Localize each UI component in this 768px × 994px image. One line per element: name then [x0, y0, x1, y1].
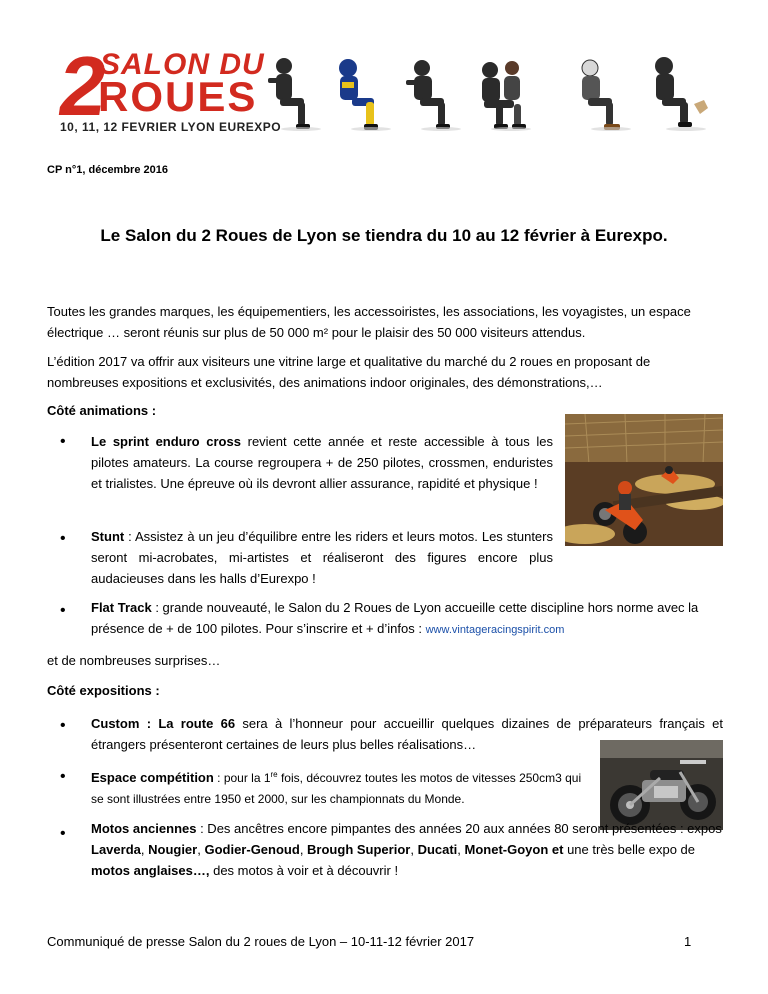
bullet-icon: •	[60, 825, 66, 842]
brand-nougier: Nougier	[148, 842, 198, 857]
bullet-icon: •	[60, 717, 66, 734]
press-release-number: CP n°1, décembre 2016	[47, 164, 168, 176]
surprises-text: et de nombreuses surprises…	[47, 653, 221, 668]
vintage-motorcycles-photo	[600, 740, 723, 830]
vintage-racing-link[interactable]: www.vintageracingspirit.com	[425, 624, 565, 636]
competition-title: Espace compétition	[91, 770, 214, 785]
expositions-heading: Côté expositions :	[47, 683, 160, 698]
brand-ducati: Ducati	[417, 842, 458, 857]
stunt-title: Stunt	[91, 529, 125, 544]
competition-item	[91, 764, 591, 810]
competition-superscript: re	[270, 770, 278, 779]
intro-paragraph-1: Toutes les grandes marques, les équipementiers, les accessoiristes, les associations, les voyagistes, un espace électrique … seront réunis sur plus de 50 000 m² pour le plaisir des 50 000 visiteurs attendus.	[47, 304, 691, 340]
riders-illustration	[256, 54, 746, 132]
footer-text: Communiqué de presse Salon du 2 roues de Lyon – 10-11-12 février 2017	[47, 934, 475, 949]
separator: ,	[410, 842, 418, 857]
vintage-bikes-text-1: : Des ancêtres encore pimpantes des années 20 aux années 80 seront présentées : expos	[196, 821, 722, 836]
separator: ,	[140, 842, 149, 857]
logo-roues-text: ROUES	[98, 73, 258, 120]
bullet-icon: •	[60, 433, 66, 450]
english-bikes: motos anglaises…,	[91, 863, 210, 878]
sprint-enduro-item	[91, 431, 553, 494]
flat-track-title: Flat Track	[91, 600, 152, 615]
sprint-title: Le sprint enduro cross	[91, 434, 241, 449]
separator: ,	[299, 842, 308, 857]
brand-monet-goyon: Monet-Goyon et	[464, 842, 564, 857]
bullet-icon: •	[60, 602, 66, 619]
bullet-icon: •	[60, 530, 66, 547]
bullet-icon: •	[60, 768, 66, 785]
separator: ,	[457, 842, 465, 857]
animations-heading: Côté animations :	[47, 403, 157, 418]
vintage-bikes-text-2: une très belle expo de	[563, 842, 696, 857]
salon-logo	[53, 39, 750, 140]
flat-track-text: : grande nouveauté, le Salon du 2 Roues de Lyon accueille cette discipline hors norme avec la présence de + de 100 pilotes. Pour s’inscrire et + d’infos :	[91, 600, 699, 636]
stunt-text: : Assistez à un jeu d’équilibre entre les riders et leurs motos. Les stunters seront mi-acrobates, mi-artistes et réaliseront des figures encore plus audacieuses dans les halls d’Eurexpo !	[91, 529, 553, 586]
stunt-item	[91, 526, 553, 589]
custom-text: sera à l’honneur pour accueillir quelques dizaines de préparateurs français et étrangers présenteront certaines de leurs plus belles réalisations…	[91, 716, 723, 752]
sprint-text: revient cette année et reste accessible à tous les pilotes amateurs. La course regroupera + de 250 pilotes, crossmen, enduristes et trialistes. Une épreuve où ils devront allier assurance, rapidité et physique !	[91, 434, 553, 491]
logo-salon-text: SALON DU	[100, 48, 265, 81]
custom-title: Custom : La route 66	[91, 716, 236, 731]
competition-text-1: : pour la 1	[213, 771, 271, 785]
competition-text-2: fois, découvrez toutes les motos de vitesses 250cm3 qui se sont illustrées entre 1950 et 2000, sur les championnats du Monde.	[91, 771, 582, 806]
vintage-bikes-title: Motos anciennes	[91, 821, 197, 836]
vintage-bikes-text-3: des motos à voir et à découvrir !	[209, 863, 399, 878]
page-number: 1	[684, 934, 692, 949]
logo-numeral: 2	[53, 39, 114, 133]
brand-brough-superior: Brough Superior	[307, 842, 411, 857]
brand-godier-genoud: Godier-Genoud	[204, 842, 300, 857]
logo-dates: 10, 11, 12 FEVRIER LYON EUREXPO	[60, 120, 282, 134]
enduro-cross-photo	[565, 414, 723, 546]
separator: ,	[197, 842, 205, 857]
intro-paragraph-2: L’édition 2017 va offrir aux visiteurs une vitrine large et qualitative du marché du 2 roues en proposant de nombreuses expositions et exclusivités, des animations indoor originales, des démonstrations,…	[47, 354, 651, 390]
page-title: Le Salon du 2 Roues de Lyon se tiendra du 10 au 12 février à Eurexpo.	[100, 226, 668, 245]
flat-track-item	[91, 597, 731, 641]
vintage-bikes-item	[91, 818, 723, 881]
brand-laverda: Laverda	[91, 842, 141, 857]
